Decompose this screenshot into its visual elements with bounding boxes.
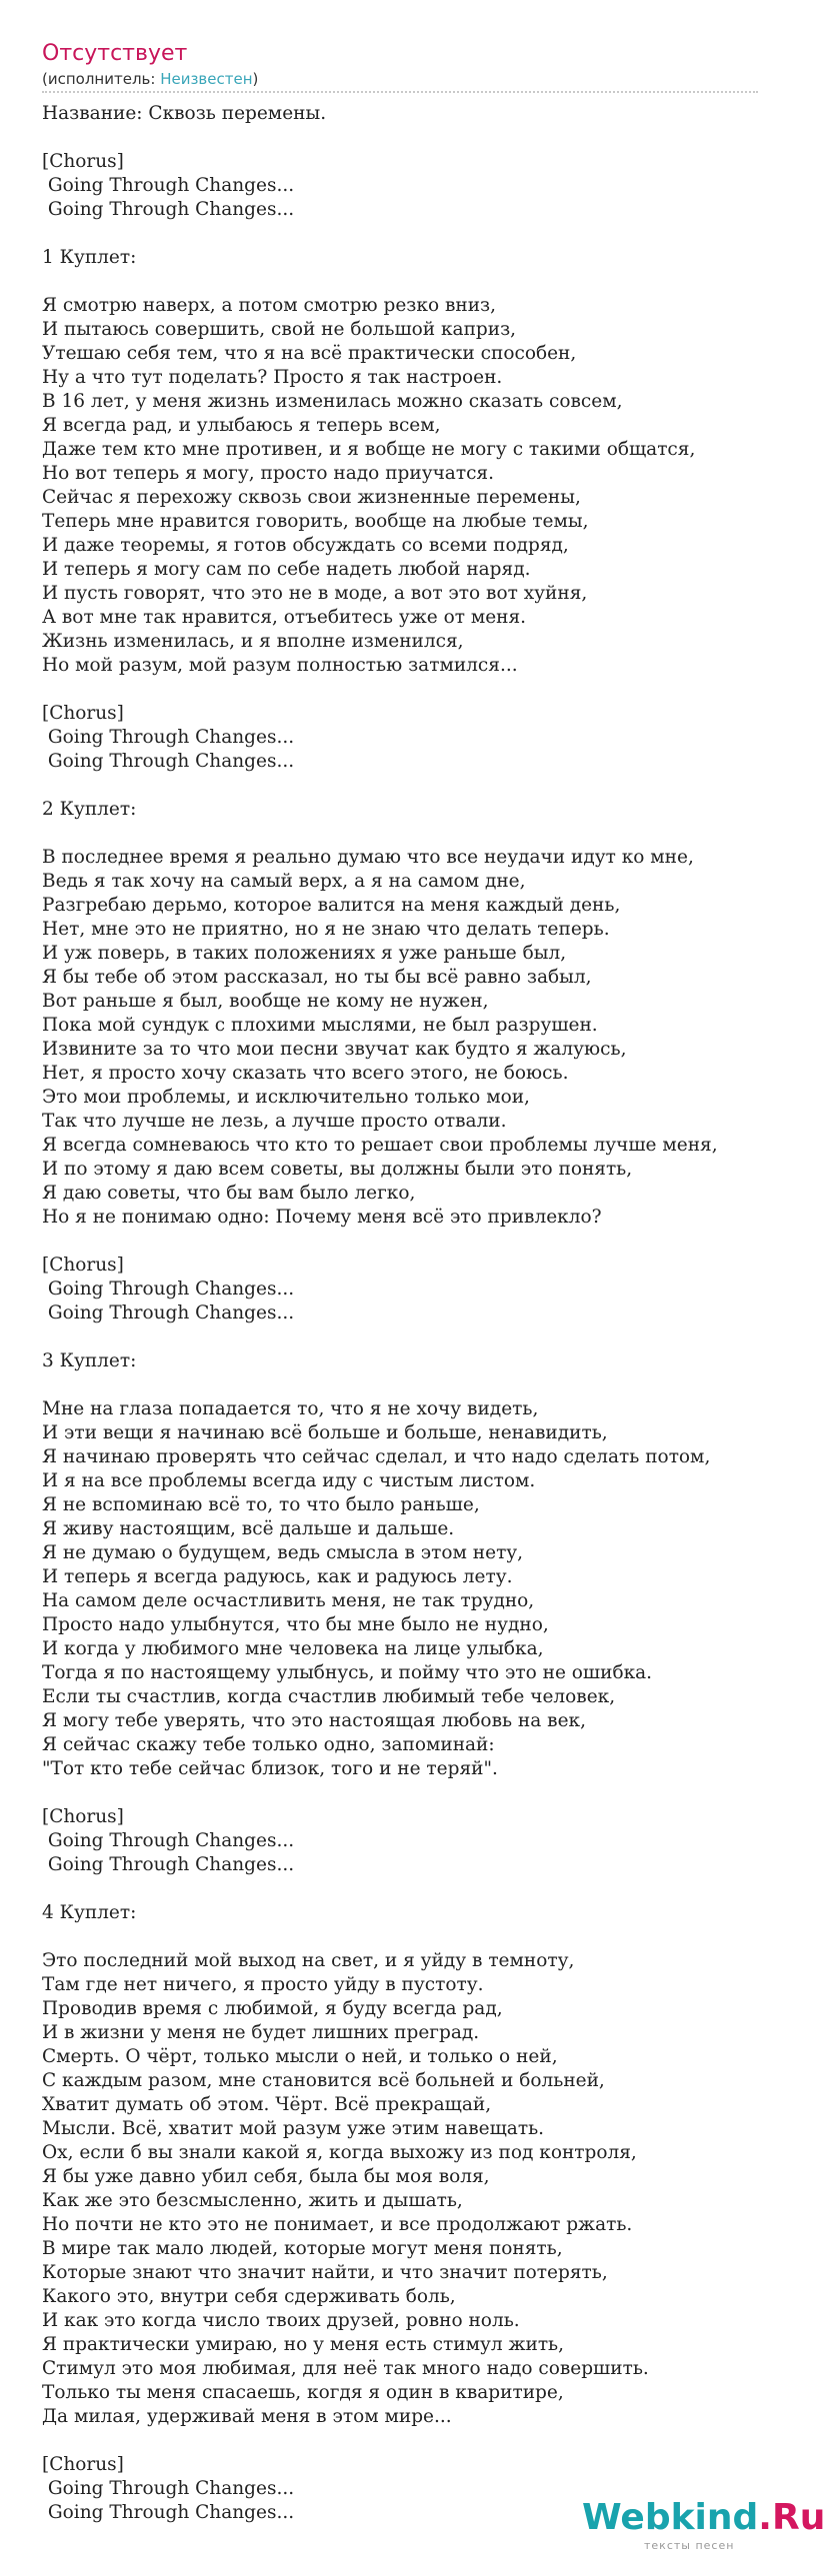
- logo-tagline: тексты песен: [644, 2539, 735, 2552]
- song-title: Отсутствует: [42, 41, 188, 66]
- artist-line: [42, 69, 258, 89]
- artist-prefix: (исполнитель:: [42, 70, 161, 88]
- dotted-divider: [42, 91, 758, 93]
- logo-brand: Webkind: [582, 2497, 759, 2538]
- artist-link[interactable]: Неизвестен: [160, 70, 253, 88]
- lyrics-text: Название: Сквозь перемены. [Chorus] Going Through Changes... Going Through Changes... 1 Куплет: Я смотрю наверх, а потом смотрю резко вниз, И пытаюсь совершить, свой не большой каприз, Утешаю себя тем, что я на всё практически способен, Ну а что тут поделать? Просто я так настроен. В 16 лет, у меня жизнь изменилась можно сказать совсем, Я всегда рад, и улыбаюсь я теперь всем, Даже тем кто мне противен, и я вобще не могу с такими общатся, Но вот теперь я могу, просто надо приучатся. Сейчас я перехожу сквозь свои жизненные перемены, Теперь мне нравится говорить, вообще на любые темы, И даже теоремы, я готов обсуждать со всеми подряд, И теперь я могу сам по себе надеть любой наряд. И пусть говорят, что это не в моде, а вот это вот хуйня, А вот мне так нравится, отъебитесь уже от меня. Жизнь изменилась, и я вполне изменился, Но мой разум, мой разум полностью затмился... [Chorus] Going Through Changes... Going Through Changes... 2 Куплет: В последнее время я реально думаю что все неудачи идут ко мне, Ведь я так хочу на самый верх, а я на самом дне, Разгребаю дерьмо, которое валится на меня каждый день, Нет, мне это не приятно, но я не знаю что делать теперь. И уж поверь, в таких положениях я уже раньше был, Я бы тебе об этом рассказал, но ты бы всё равно забыл, Вот раньше я был, вообще не кому не нужен, Пока мой сундук с плохими мыслями, не был разрушен. Извините за то что мои песни звучат как будто я жалуюсь, Нет, я просто хочу сказать что всего этого, не боюсь. Это мои проблемы, и исключительно только мои, Так что лучше не лезь, а лучше просто отвали. Я всегда сомневаюсь что кто то решает свои проблемы лучше меня, И по этому я даю всем советы, вы должны были это понять, Я даю советы, что бы вам было легко, Но я не понимаю одно: Почему меня всё это привлекло? [Chorus] Going Through Changes... Going Through Changes... 3 Куплет: Мне на глаза попадается то, что я не хочу видеть, И эти вещи я начинаю всё больше и больше, ненавидить, Я начинаю проверять что сейчас сделал, и что надо сделать потом, И я на все проблемы всегда иду с чистым листом. Я не вспоминаю всё то, то что было раньше, Я живу настоящим, всё дальше и дальше. Я не думаю о будущем, ведь смысла в этом нету, И теперь я всегда радуюсь, как и радуюсь лету. На самом деле осчастливить меня, не так трудно, Просто надо улыбнутся, что бы мне было не нудно, И когда у любимого мне человека на лице улыбка, Тогда я по настоящему улыбнусь, и пойму что это не ошибка. Если ты счастлив, когда счастлив любимый тебе человек, Я могу тебе уверять, что это настоящая любовь на век, Я сейчас скажу тебе только одно, запоминай: "Тот кто тебе сейчас близок, того и не теряй". [Chorus] Going Through Changes... Going Through Changes... 4 Куплет: Это последний мой выход на свет, и я уйду в темноту, Там где нет ничего, я просто уйду в пустоту. Проводив время с любимой, я буду всегда рад, И в жизни у меня не будет лишних преград. Смерть. О чёрт, только мысли о ней, и только о ней, С каждым разом, мне становится всё больней и больней, Хватит думать об этом. Чёрт. Всё прекращай, Мысли. Всё, хватит мой разум уже этим навещать. Ох, если б вы знали какой я, когда выхожу из под контроля, Я бы уже давно убил себя, была бы моя воля, Как же это безсмысленно, жить и дышать, Но почти не кто это не понимает, и все продолжают ржать. В мире так мало людей, которые могут меня понять, Которые знают что значит найти, и что значит потерять, Какого это, внутри себя сдерживать боль, И как это когда число твоих друзей, ровно ноль. Я практически умираю, но у меня есть стимул жить, Стимул это моя любимая, для неё так много надо совершить. Только ты меня спасаешь, когдя я один в кваритире, Да милая, удерживай меня в этом мире... [Chorus] Going Through Changes... Going Through Changes...: [42, 103, 718, 2523]
- logo-wordmark: [582, 2496, 825, 2540]
- webkind-logo: [582, 2496, 825, 2556]
- logo-tld: .Ru: [758, 2497, 825, 2538]
- artist-suffix: ): [252, 70, 259, 88]
